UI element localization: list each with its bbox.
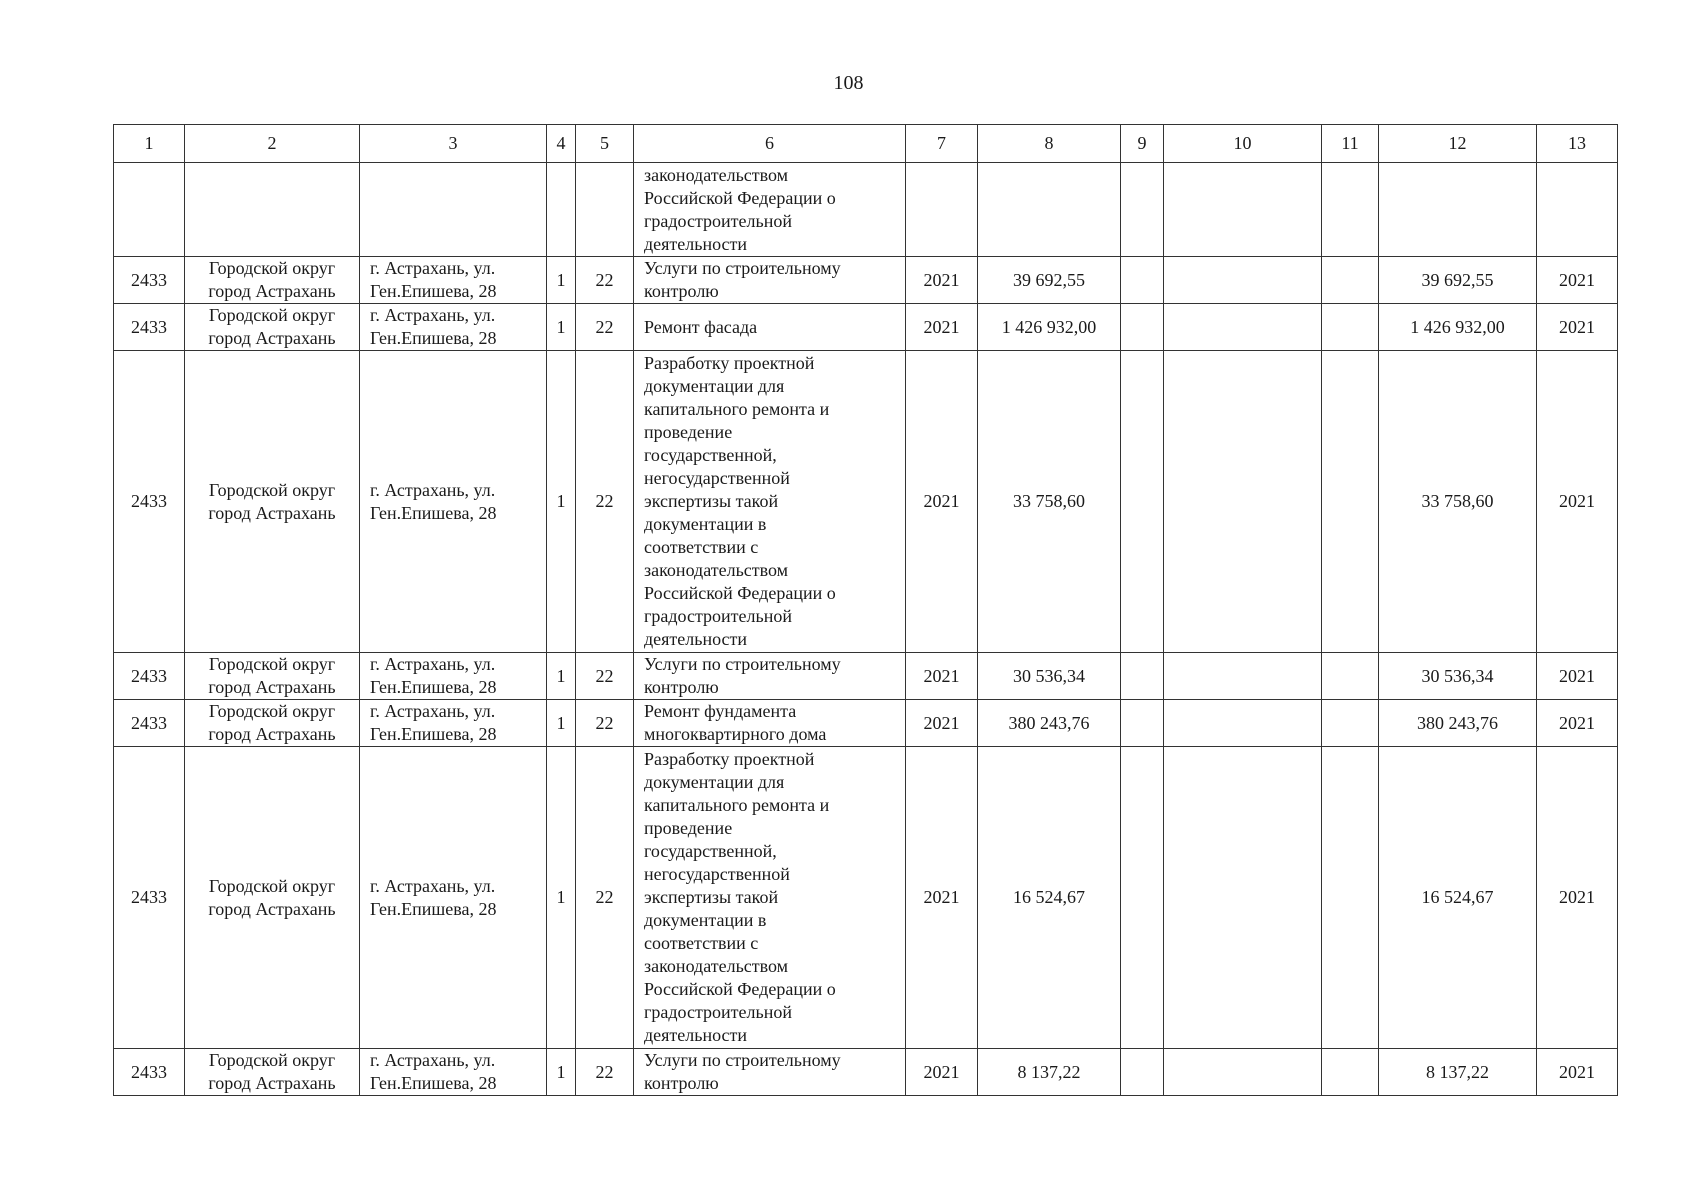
cell-text: Разработку проектной документации для капитального ремонта и проведение государственной, негосударственной экспертизы такой документации в соответствии с законодательством Российской Федерации о градостроительной деятельности (644, 353, 836, 649)
year-cell (906, 653, 978, 700)
year-cell (906, 747, 978, 1049)
header-row (114, 125, 1618, 163)
column-header: 1 (114, 125, 185, 163)
col10-cell (1164, 747, 1322, 1049)
address-cell (360, 257, 547, 304)
col5-cell (576, 257, 634, 304)
cell-text: 8 137,22 (1017, 1061, 1081, 1082)
column-header: 13 (1537, 125, 1618, 163)
cell-text: 22 (595, 316, 614, 337)
address-cell (360, 163, 547, 257)
col10-cell (1164, 700, 1322, 747)
cell-text: 39 692,55 (1421, 269, 1494, 290)
cell-text: Услуги по строительному контролю (644, 654, 841, 697)
cell-text: 2021 (1559, 712, 1595, 733)
col9-cell (1121, 700, 1164, 747)
col10-cell (1164, 163, 1322, 257)
column-header: 8 (978, 125, 1121, 163)
col9-cell (1121, 163, 1164, 257)
amount-cell (978, 700, 1121, 747)
amount-cell (978, 163, 1121, 257)
cell-text: 22 (595, 269, 614, 290)
column-header: 3 (360, 125, 547, 163)
column-header: 7 (906, 125, 978, 163)
cell-text: г. Астрахань, ул. Ген.Епишева, 28 (370, 479, 497, 523)
column-header: 11 (1322, 125, 1379, 163)
col5-cell (576, 304, 634, 351)
amount-cell (978, 653, 1121, 700)
row-number-cell (114, 653, 185, 700)
total-amount-cell (1379, 304, 1537, 351)
cell-text: Разработку проектной документации для капитального ремонта и проведение государственной, негосударственной экспертизы такой документации в соответствии с законодательством Российской Федерации о градостроительной деятельности (644, 749, 836, 1045)
address-cell (360, 653, 547, 700)
col11-cell (1322, 351, 1379, 653)
row-number-cell (114, 700, 185, 747)
cell-text: 2433 (131, 887, 167, 907)
cell-text: 2021 (1559, 665, 1595, 686)
col4-cell (547, 351, 576, 653)
cell-text: 33 758,60 (1421, 491, 1494, 511)
year-cell (906, 304, 978, 351)
cell-text: 2433 (131, 491, 167, 511)
column-header: 10 (1164, 125, 1322, 163)
municipality-cell (185, 257, 360, 304)
municipality-cell (185, 351, 360, 653)
address-cell (360, 351, 547, 653)
col4-cell (547, 304, 576, 351)
table-row (114, 351, 1618, 653)
cell-text: г. Астрахань, ул. Ген.Епишева, 28 (370, 875, 497, 919)
cell-text: г. Астрахань, ул. Ген.Епишева, 28 (370, 701, 497, 744)
cell-text: 1 (556, 665, 566, 686)
col11-cell (1322, 653, 1379, 700)
cell-text: г. Астрахань, ул. Ген.Епишева, 28 (370, 654, 497, 697)
work-description-cell (634, 351, 906, 653)
table-row (114, 747, 1618, 1049)
completion-year-cell (1537, 1049, 1618, 1096)
col11-cell (1322, 700, 1379, 747)
year-cell (906, 1049, 978, 1096)
completion-year-cell (1537, 700, 1618, 747)
cell-text: 2433 (131, 269, 167, 290)
col11-cell (1322, 747, 1379, 1049)
work-description-cell (634, 1049, 906, 1096)
total-amount-cell (1379, 1049, 1537, 1096)
col9-cell (1121, 304, 1164, 351)
work-description-cell (634, 163, 906, 257)
cell-text: 30 536,34 (1013, 665, 1085, 686)
total-amount-cell (1379, 653, 1537, 700)
total-amount-cell (1379, 257, 1537, 304)
table-body (114, 163, 1618, 1096)
year-cell (906, 257, 978, 304)
column-header: 4 (547, 125, 576, 163)
amount-cell (978, 1049, 1121, 1096)
column-header: 2 (185, 125, 360, 163)
cell-text: 380 243,76 (1417, 712, 1498, 733)
cell-text: 2021 (1559, 1061, 1595, 1082)
municipality-cell (185, 653, 360, 700)
total-amount-cell (1379, 351, 1537, 653)
year-cell (906, 351, 978, 653)
cell-text: 2021 (923, 269, 960, 290)
cell-text: Городской округ город Астрахань (208, 305, 336, 348)
col11-cell (1322, 304, 1379, 351)
cell-text: 2021 (923, 491, 960, 511)
cell-text: 22 (595, 887, 614, 907)
cell-text: законодательством Российской Федерации о градостроительной деятельности (644, 164, 836, 254)
cell-text: 1 426 932,00 (1410, 316, 1505, 337)
col10-cell (1164, 351, 1322, 653)
amount-cell (978, 747, 1121, 1049)
table-row (114, 163, 1618, 257)
municipality-cell (185, 304, 360, 351)
work-description-cell (634, 257, 906, 304)
cell-text: Услуги по строительному контролю (644, 1050, 841, 1093)
cell-text: 16 524,67 (1421, 887, 1494, 907)
cell-text: Городской округ город Астрахань (208, 1050, 336, 1093)
work-description-cell (634, 304, 906, 351)
cell-text: 22 (595, 665, 614, 686)
cell-text: 8 137,22 (1426, 1061, 1489, 1082)
cell-text: 30 536,34 (1421, 665, 1494, 686)
cell-text: 1 (556, 491, 566, 511)
table-row (114, 1049, 1618, 1096)
completion-year-cell (1537, 163, 1618, 257)
col11-cell (1322, 1049, 1379, 1096)
cell-text: г. Астрахань, ул. Ген.Епишева, 28 (370, 258, 497, 301)
year-cell (906, 163, 978, 257)
document-table (113, 124, 1618, 1096)
col4-cell (547, 163, 576, 257)
page-number: 108 (833, 72, 864, 94)
cell-text: Услуги по строительному контролю (644, 258, 841, 301)
municipality-cell (185, 700, 360, 747)
cell-text: Ремонт фундамента многоквартирного дома (644, 701, 827, 744)
cell-text: 22 (595, 712, 614, 733)
cell-text: 2433 (131, 316, 167, 337)
col10-cell (1164, 1049, 1322, 1096)
completion-year-cell (1537, 653, 1618, 700)
row-number-cell (114, 1049, 185, 1096)
col9-cell (1121, 257, 1164, 304)
cell-text: 2433 (131, 665, 167, 686)
col11-cell (1322, 163, 1379, 257)
col5-cell (576, 653, 634, 700)
table-row (114, 653, 1618, 700)
col4-cell (547, 747, 576, 1049)
total-amount-cell (1379, 747, 1537, 1049)
cell-text: 2021 (1559, 269, 1595, 290)
cell-text: 2021 (923, 712, 960, 733)
table-row (114, 257, 1618, 304)
cell-text: 33 758,60 (1013, 491, 1085, 511)
cell-text: Ремонт фасада (644, 316, 758, 337)
amount-cell (978, 257, 1121, 304)
work-description-cell (634, 700, 906, 747)
col4-cell (547, 257, 576, 304)
col4-cell (547, 1049, 576, 1096)
cell-text: 2021 (923, 887, 960, 907)
year-cell (906, 700, 978, 747)
cell-text: г. Астрахань, ул. Ген.Епишева, 28 (370, 1050, 497, 1093)
municipality-cell (185, 163, 360, 257)
col4-cell (547, 700, 576, 747)
cell-text: 2021 (923, 665, 960, 686)
row-number-cell (114, 304, 185, 351)
completion-year-cell (1537, 351, 1618, 653)
col5-cell (576, 1049, 634, 1096)
cell-text: 16 524,67 (1013, 887, 1085, 907)
completion-year-cell (1537, 747, 1618, 1049)
row-number-cell (114, 351, 185, 653)
cell-text: 2021 (1559, 887, 1595, 907)
col10-cell (1164, 304, 1322, 351)
cell-text: 22 (595, 491, 614, 511)
col10-cell (1164, 653, 1322, 700)
column-header: 5 (576, 125, 634, 163)
col9-cell (1121, 351, 1164, 653)
cell-text: 2021 (1559, 491, 1595, 511)
amount-cell (978, 304, 1121, 351)
cell-text: 22 (595, 1061, 614, 1082)
municipality-cell (185, 1049, 360, 1096)
column-header: 9 (1121, 125, 1164, 163)
cell-text: Городской округ город Астрахань (208, 701, 336, 744)
cell-text: 1 (556, 712, 566, 733)
amount-cell (978, 351, 1121, 653)
cell-text: 2021 (923, 1061, 960, 1082)
work-description-cell (634, 653, 906, 700)
col9-cell (1121, 747, 1164, 1049)
cell-text: 1 (556, 316, 566, 337)
total-amount-cell (1379, 163, 1537, 257)
row-number-cell (114, 163, 185, 257)
column-header: 12 (1379, 125, 1537, 163)
col5-cell (576, 747, 634, 1049)
cell-text: 1 (556, 269, 566, 290)
cell-text: г. Астрахань, ул. Ген.Епишева, 28 (370, 305, 497, 348)
cell-text: Городской округ город Астрахань (208, 258, 336, 301)
work-description-cell (634, 747, 906, 1049)
column-header: 6 (634, 125, 906, 163)
col5-cell (576, 351, 634, 653)
col9-cell (1121, 1049, 1164, 1096)
row-number-cell (114, 257, 185, 304)
address-cell (360, 304, 547, 351)
cell-text: 39 692,55 (1013, 269, 1085, 290)
cell-text: Городской округ город Астрахань (208, 654, 336, 697)
address-cell (360, 700, 547, 747)
col4-cell (547, 653, 576, 700)
col10-cell (1164, 257, 1322, 304)
cell-text: 1 (556, 887, 566, 907)
col11-cell (1322, 257, 1379, 304)
address-cell (360, 1049, 547, 1096)
col5-cell (576, 700, 634, 747)
cell-text: 380 243,76 (1008, 712, 1090, 733)
cell-text: Городской округ город Астрахань (208, 479, 336, 523)
col9-cell (1121, 653, 1164, 700)
completion-year-cell (1537, 257, 1618, 304)
table-row (114, 304, 1618, 351)
cell-text: 2433 (131, 712, 167, 733)
municipality-cell (185, 747, 360, 1049)
cell-text: 1 (556, 1061, 566, 1082)
cell-text: Городской округ город Астрахань (208, 875, 336, 919)
cell-text: 2021 (923, 316, 960, 337)
completion-year-cell (1537, 304, 1618, 351)
total-amount-cell (1379, 700, 1537, 747)
cell-text: 1 426 932,00 (1001, 316, 1097, 337)
address-cell (360, 747, 547, 1049)
table-row (114, 700, 1618, 747)
cell-text: 2021 (1559, 316, 1595, 337)
cell-text: 2433 (131, 1061, 167, 1082)
col5-cell (576, 163, 634, 257)
row-number-cell (114, 747, 185, 1049)
